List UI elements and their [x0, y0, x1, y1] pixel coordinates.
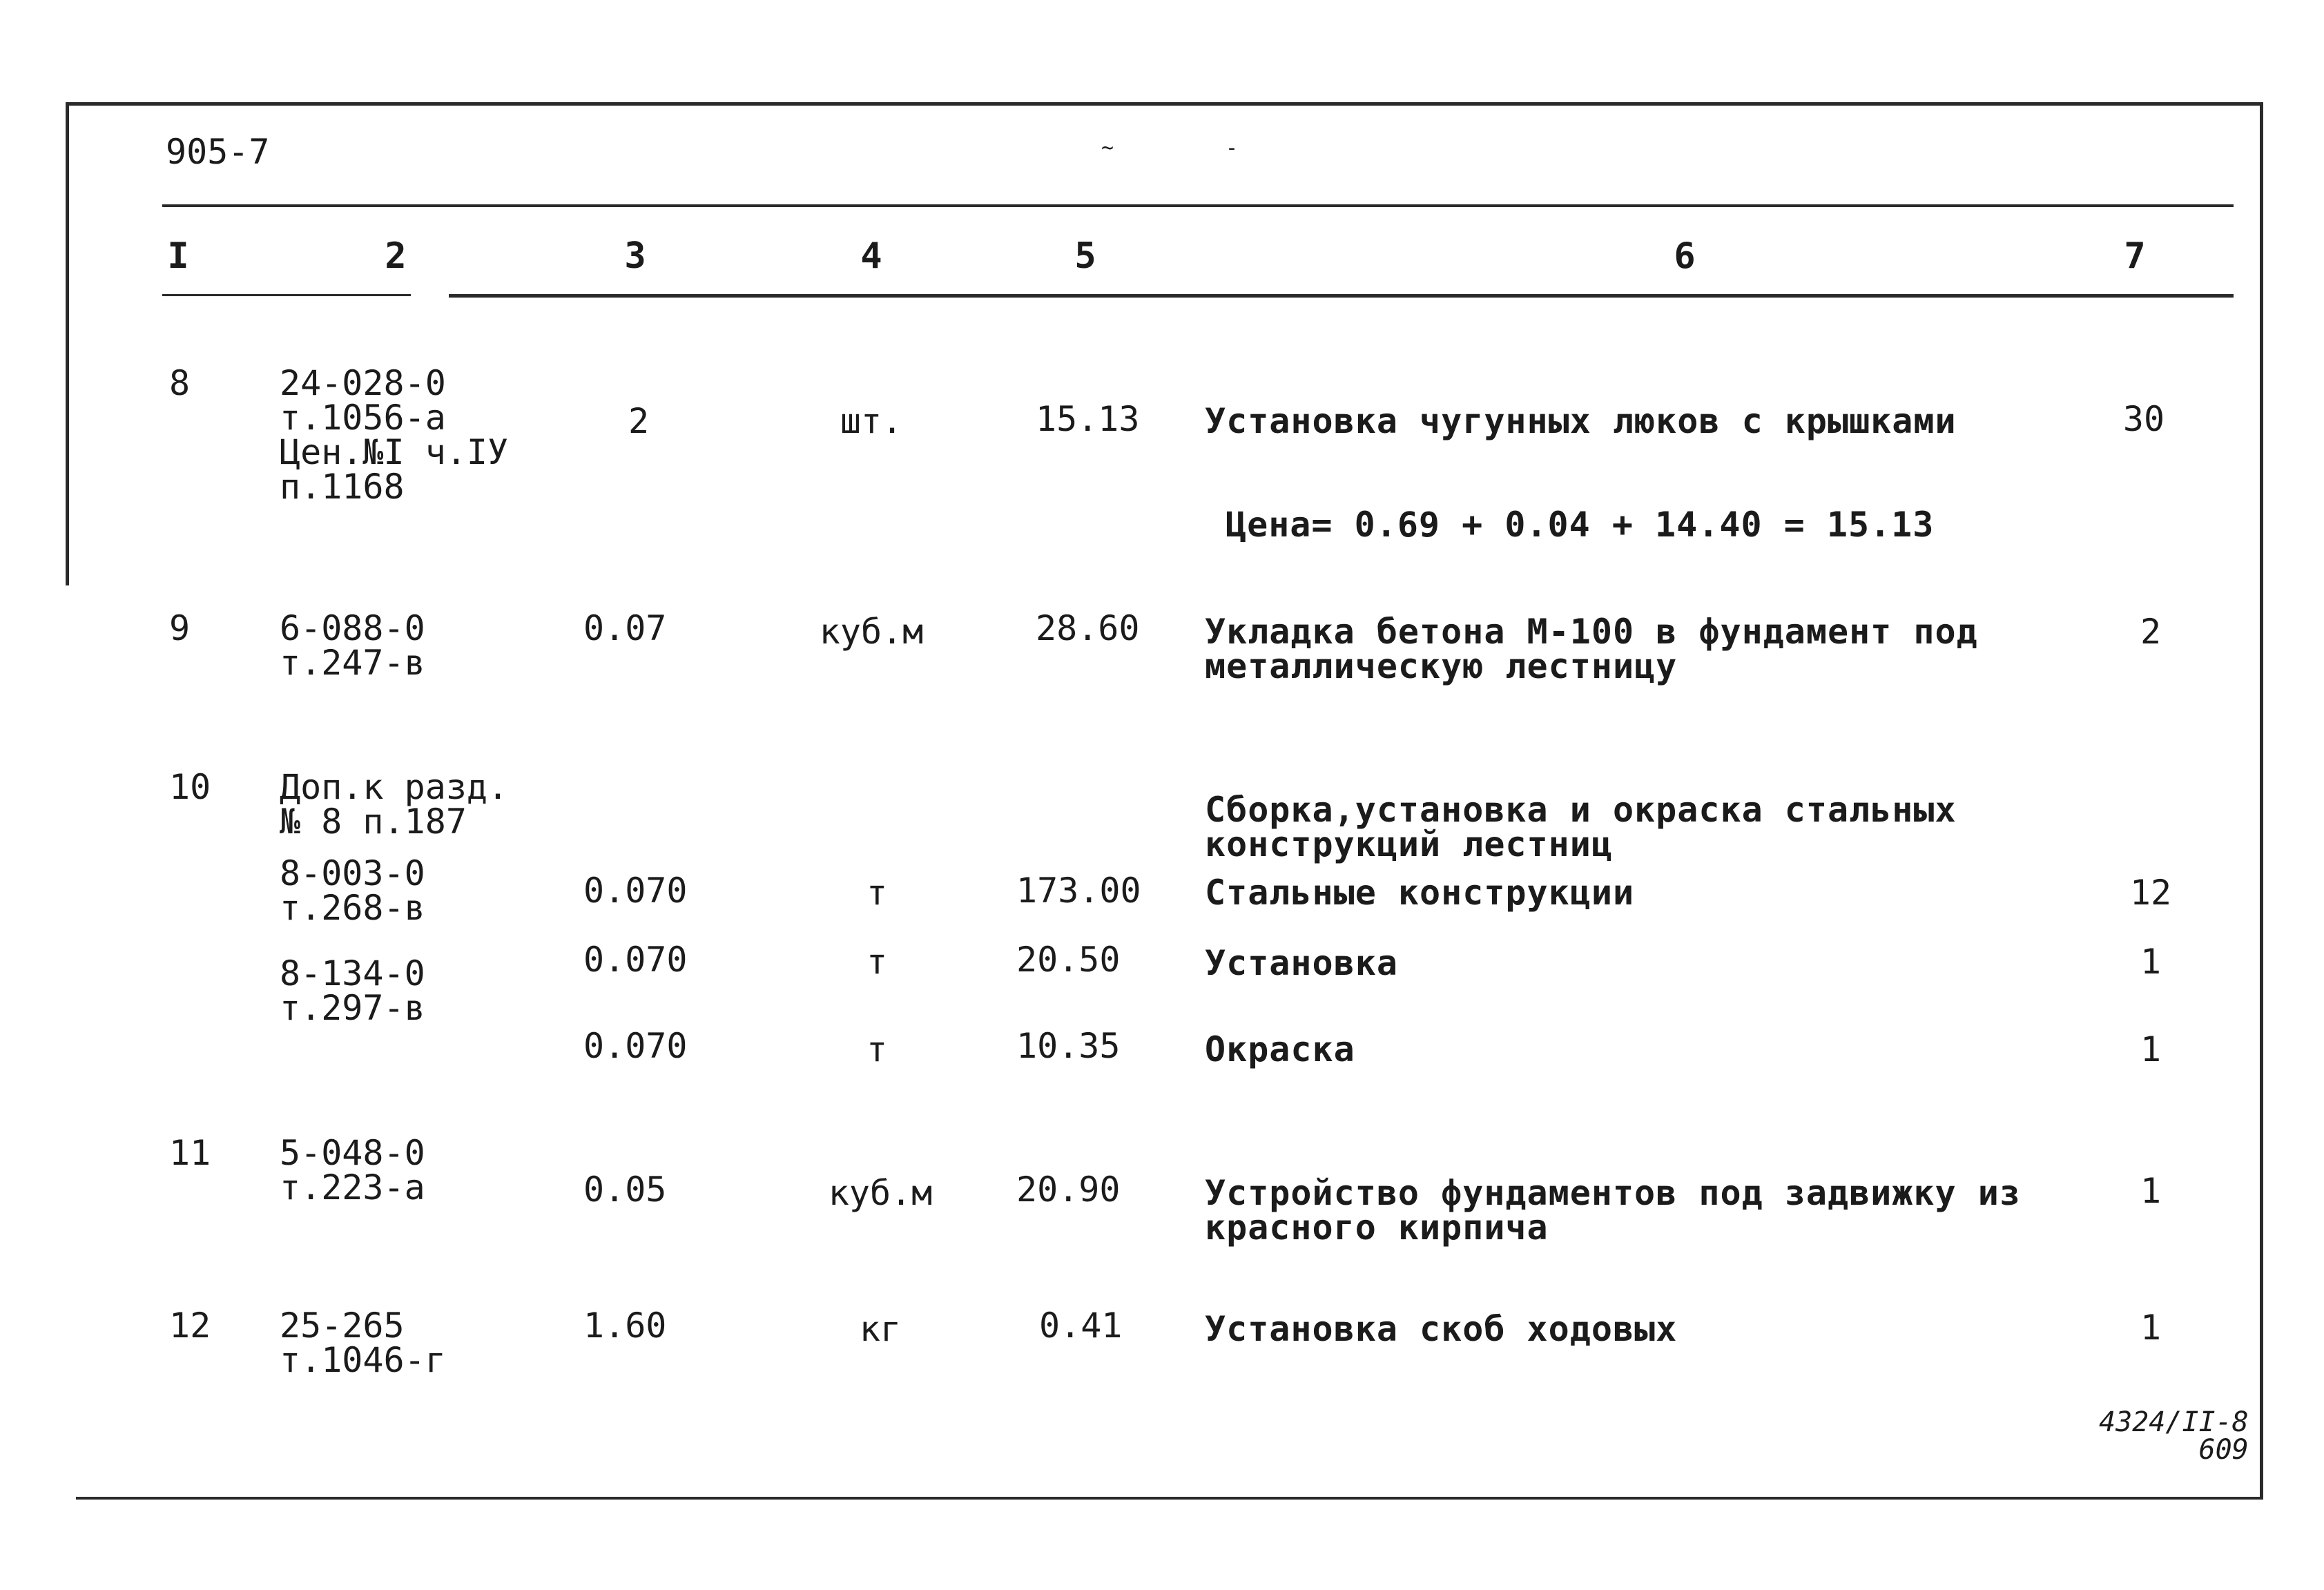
row-11-total: 1	[2140, 1171, 2162, 1211]
row-10-sub-3-price: 10.35	[1016, 1026, 1121, 1066]
row-10-sub-2-code: 8-134-0 т.297-в	[280, 953, 425, 1028]
row-10-code: Доп.к разд. № 8 п.187	[280, 767, 509, 842]
frame-top-line	[66, 102, 2263, 106]
header-mark-2: -	[1226, 136, 1239, 160]
column-header-2: 2	[385, 235, 407, 277]
frame-left-line	[66, 102, 69, 585]
row-10-sub-3-total: 1	[2140, 1029, 2162, 1069]
row-10-sub-2-unit: т	[866, 942, 888, 982]
frame-bottom-line	[76, 1497, 2263, 1500]
row-12-unit: кг	[859, 1309, 902, 1349]
row-10-sub-3-qty: 0.070	[583, 1026, 688, 1066]
row-8-price-note: Цена= 0.69 + 0.04 + 14.40 = 15.13	[1226, 505, 1935, 545]
row-10-sub-1-unit: т	[866, 873, 888, 913]
row-8-description: Установка чугунных люков с крышками	[1205, 401, 1957, 441]
header-top-rule	[162, 204, 2234, 207]
row-11-code: 5-048-0 т.223-а	[280, 1133, 425, 1208]
row-12-price: 0.41	[1039, 1306, 1123, 1346]
row-8-number: 8	[169, 363, 191, 403]
column-header-1: I	[167, 235, 189, 277]
row-10-sub-1-description: Стальные конструкции	[1205, 873, 1635, 913]
row-11-price: 20.90	[1016, 1170, 1121, 1210]
row-12-qty: 1.60	[583, 1306, 667, 1346]
row-8-price: 15.13	[1036, 399, 1140, 439]
column-header-5: 5	[1074, 235, 1096, 277]
column-header-3: 3	[624, 235, 646, 277]
column-header-6: 6	[1674, 235, 1696, 277]
row-10-sub-2-qty: 0.070	[583, 940, 688, 980]
row-11-unit: куб.м	[828, 1173, 933, 1213]
row-9-number: 9	[169, 608, 191, 648]
row-11-qty: 0.05	[583, 1170, 667, 1210]
column-header-7: 7	[2124, 235, 2146, 277]
row-12-description: Установка скоб ходовых	[1205, 1309, 1678, 1349]
row-10-sub-1-code: 8-003-0 т.268-в	[280, 853, 425, 928]
row-9-total: 2	[2140, 612, 2162, 652]
row-8-total: 30	[2122, 399, 2165, 439]
frame-right-line	[2260, 102, 2263, 1497]
row-10-sub-1-price: 173.00	[1016, 871, 1141, 911]
archive-stamp: 4324/II-8 609	[2099, 1406, 2249, 1466]
row-11-number: 11	[169, 1133, 211, 1173]
row-12-code: 25-265 т.1046-г	[280, 1306, 446, 1380]
row-9-description: Укладка бетона М-100 в фундамент под металлическую лестницу	[1205, 612, 1978, 686]
row-9-code: 6-088-0 т.247-в	[280, 608, 425, 683]
row-10-sub-2-description: Установка	[1205, 943, 1398, 983]
row-10-sub-3-description: Окраска	[1205, 1029, 1355, 1069]
row-8-qty: 2	[628, 401, 650, 441]
header-bottom-rule-short	[162, 294, 411, 296]
row-10-sub-1-total: 12	[2129, 873, 2172, 913]
row-9-unit: куб.м	[819, 612, 924, 652]
row-10-number: 10	[169, 767, 211, 807]
row-9-qty: 0.07	[583, 608, 667, 648]
row-9-price: 28.60	[1036, 608, 1140, 648]
row-8-unit: шт.	[840, 401, 903, 441]
row-10-description: Сборка,установка и окраска стальных конструкций лестниц	[1205, 790, 1957, 864]
row-12-total: 1	[2140, 1308, 2162, 1348]
row-10-sub-2-price: 20.50	[1016, 940, 1121, 980]
header-mark-1: ~	[1101, 136, 1114, 160]
row-10-sub-1-qty: 0.070	[583, 871, 688, 911]
row-10-sub-3-unit: т	[866, 1029, 888, 1069]
row-8-code: 24-028-0 т.1056-а Цен.№I ч.IУ п.1168	[280, 363, 509, 507]
row-12-number: 12	[169, 1306, 211, 1346]
column-header-4: 4	[860, 235, 882, 277]
header-bottom-rule	[449, 294, 2234, 298]
row-10-sub-2-total: 1	[2140, 942, 2162, 982]
row-11-description: Устройство фундаментов под задвижку из красного кирпича	[1205, 1173, 2021, 1248]
series-code: 905-7	[166, 132, 270, 172]
